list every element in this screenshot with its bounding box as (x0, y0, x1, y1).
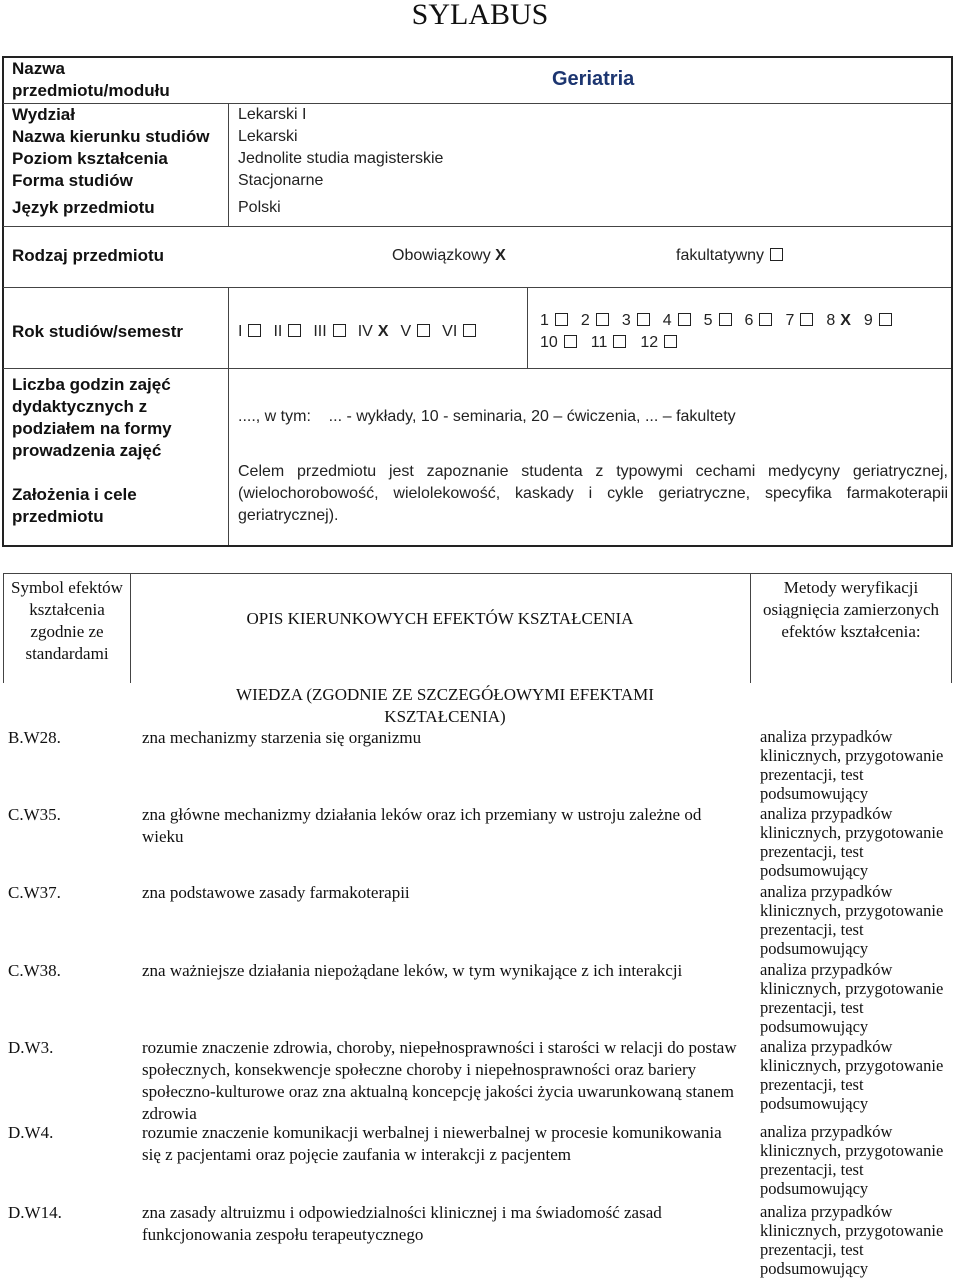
goals-value: Celem przedmiotu jest zapoznanie studenta z typowymi cechami medycyny geriatrycznej, (wielochorobowość, wielolekowość, kaskady i cykle geriatryczne, specyfika farmakoterapii geriatrycznej). (238, 463, 948, 524)
checkbox-icon (879, 313, 892, 326)
semester-option-7 (785, 310, 813, 332)
year-semester-label: Rok studiów/semestr (12, 322, 183, 341)
checkbox-icon (417, 324, 430, 337)
mandatory-mark: X (495, 247, 506, 264)
page-title: SYLABUS (411, 0, 549, 31)
semester-option-number: 6 (744, 312, 754, 329)
col-divider (228, 288, 229, 545)
hours-label: Liczba godzin zajęć dydaktycznych z podziałem na formy prowadzenia zajęć (12, 375, 172, 460)
year-option-number: I (238, 323, 243, 340)
year-option-number: V (400, 323, 412, 340)
column-header-symbol: Symbol efektów kształcenia zgodnie ze standardami (11, 578, 123, 663)
effect-description: zna ważniejsze działania niepożądane leków, w tym wynikające z ich interakcji (142, 961, 683, 980)
effects-col-divider (130, 573, 131, 683)
year-option-II (273, 321, 301, 343)
table-border-bottom (2, 545, 952, 547)
checkbox-icon (664, 335, 677, 348)
effects-table-top (3, 573, 951, 574)
effect-verification-method: analiza przypadków klinicznych, przygotowanie prezentacji, test podsumowujący (760, 960, 944, 1036)
checkbox-icon (248, 324, 261, 337)
goals-label: Założenia i cele przedmiotu (12, 485, 137, 526)
semester-option-12 (640, 332, 677, 354)
course-value: Geriatria (552, 68, 635, 90)
checkbox-icon (555, 313, 568, 326)
year-options (238, 321, 523, 343)
course-label: Nazwa przedmiotu/modułu (12, 59, 170, 100)
checkbox-icon (637, 313, 650, 326)
row-divider (3, 103, 951, 104)
year-option-number: II (273, 323, 283, 340)
year-option-mark: X (377, 323, 389, 340)
semester-option-number: 12 (640, 334, 659, 351)
effects-col-divider (750, 573, 751, 683)
semester-option-number: 7 (785, 312, 795, 329)
year-option-V (400, 321, 430, 343)
checkbox-icon (463, 324, 476, 337)
semester-option-5 (704, 310, 732, 332)
year-option-number: III (313, 323, 327, 340)
mandatory-option (392, 245, 506, 267)
semester-option-11 (591, 332, 627, 354)
field-value: Lekarski (238, 128, 298, 145)
year-option-IV (358, 321, 389, 343)
semester-option-number: 8 (826, 312, 836, 329)
semester-option-9 (864, 310, 892, 332)
field-label: Nazwa kierunku studiów (12, 127, 210, 146)
year-option-I (238, 321, 261, 343)
semester-option-number: 3 (621, 312, 631, 329)
semester-option-6 (745, 310, 773, 332)
row-divider (3, 226, 951, 227)
semester-option-number: 9 (863, 312, 873, 329)
effect-description: zna podstawowe zasady farmakoterapii (142, 883, 410, 902)
semester-option-8 (826, 310, 851, 332)
year-option-III (313, 321, 345, 343)
semester-option-10 (540, 332, 577, 354)
semester-option-number: 11 (590, 334, 608, 351)
effect-symbol: C.W35. (8, 805, 61, 824)
language-label: Język przedmiotu (12, 198, 155, 217)
checkbox-icon (333, 324, 346, 337)
effect-description: zna główne mechanizmy działania leków oraz ich przemiany w ustroju zależne od wieku (142, 805, 702, 846)
col-divider (228, 104, 229, 226)
effect-verification-method: analiza przypadków klinicznych, przygotowanie prezentacji, test podsumowujący (760, 1037, 944, 1113)
table-border-right (951, 56, 953, 547)
effects-border-right (951, 573, 952, 683)
faculty-value: Lekarski I (238, 106, 307, 123)
checkbox-icon (564, 335, 577, 348)
faculty-label: Wydział (12, 105, 75, 124)
semester-option-number: 5 (703, 312, 713, 329)
effect-description: zna zasady altruizmu i odpowiedzialności klinicznej i ma świadomość zasad funkcjonowania zespołu terapeutycznego (142, 1203, 662, 1244)
level-value: Jednolite studia magisterskie (238, 150, 444, 167)
effect-symbol: D.W4. (8, 1123, 54, 1142)
effect-description: rozumie znaczenie komunikacji werbalnej i niewerbalnej w procesie komunikowania się z pacjentami oraz pojęcie zaufania w interakcji z pacjentem (142, 1123, 722, 1164)
col-divider (527, 288, 528, 368)
checkbox-icon (759, 313, 772, 326)
semester-option-mark: X (840, 312, 851, 329)
year-option-VI (442, 321, 476, 343)
checkbox-icon (596, 313, 609, 326)
form-value: Stacjonarne (238, 172, 324, 189)
checkbox-icon (719, 313, 732, 326)
checkbox-icon (678, 313, 691, 326)
semester-option-4 (663, 310, 691, 332)
semester-option-number: 2 (580, 312, 590, 329)
hours-value: ...., w tym: ... - wykłady, 10 - seminaria, 20 – ćwiczenia, ... – fakultety (238, 408, 736, 425)
effect-symbol: C.W38. (8, 961, 61, 980)
effect-symbol: B.W28. (8, 728, 61, 747)
column-header-methods: Metody weryfikacji osiągnięcia zamierzonych efektów kształcenia: (762, 578, 940, 641)
section-heading-knowledge: WIEDZA (ZGODNIE ZE SZCZEGÓŁOWYMI EFEKTAMI KSZTAŁCENIA) (236, 685, 654, 726)
row-divider (3, 287, 951, 288)
effect-symbol: C.W37. (8, 883, 61, 902)
year-option-number: IV (357, 323, 373, 340)
mandatory-label: Obowiązkowy (392, 247, 491, 264)
effect-description: zna mechanizmy starzenia się organizmu (142, 728, 422, 747)
effect-description: rozumie znaczenie zdrowia, choroby, niepełnosprawności i starości w relacji do postaw społecznych, konsekwencje społeczne choroby i niepełnosprawności oraz bariery społeczno-kulturowe oraz zna aktualną koncepcję jakości życia uwarunkowaną stanem zdrowia (142, 1038, 737, 1123)
optional-label: fakultatywny (676, 247, 765, 264)
effect-verification-method: analiza przypadków klinicznych, przygotowanie prezentacji, test podsumowujący (760, 1202, 944, 1278)
level-label: Poziom kształcenia (12, 149, 168, 168)
year-option-number: VI (442, 323, 458, 340)
checkbox-icon (770, 248, 783, 261)
semester-option-3 (622, 310, 650, 332)
effect-verification-method: analiza przypadków klinicznych, przygotowanie prezentacji, test podsumowujący (760, 882, 944, 958)
effect-symbol: D.W3. (8, 1038, 54, 1057)
semester-option-number: 4 (662, 312, 672, 329)
semester-options (540, 310, 940, 354)
optional-option (676, 245, 783, 267)
checkbox-icon (800, 313, 813, 326)
effect-symbol: D.W14. (8, 1203, 62, 1222)
effect-verification-method: analiza przypadków klinicznych, przygotowanie prezentacji, test podsumowujący (760, 1122, 944, 1198)
semester-option-number: 10 (540, 334, 558, 351)
row-divider (3, 368, 951, 369)
semester-option-1 (540, 310, 568, 332)
semester-option-number: 1 (540, 312, 549, 329)
checkbox-icon (613, 335, 626, 348)
language-value: Polski (238, 199, 281, 216)
column-header-description: OPIS KIERUNKOWYCH EFEKTÓW KSZTAŁCENIA (246, 609, 634, 628)
effect-verification-method: analiza przypadków klinicznych, przygotowanie prezentacji, test podsumowujący (760, 804, 944, 880)
course-type-label: Rodzaj przedmiotu (12, 246, 165, 265)
checkbox-icon (288, 324, 301, 337)
effect-verification-method: analiza przypadków klinicznych, przygotowanie prezentacji, test podsumowujący (760, 727, 944, 803)
semester-option-2 (581, 310, 609, 332)
form-label: Forma studiów (12, 171, 133, 190)
table-border-left (2, 56, 4, 547)
